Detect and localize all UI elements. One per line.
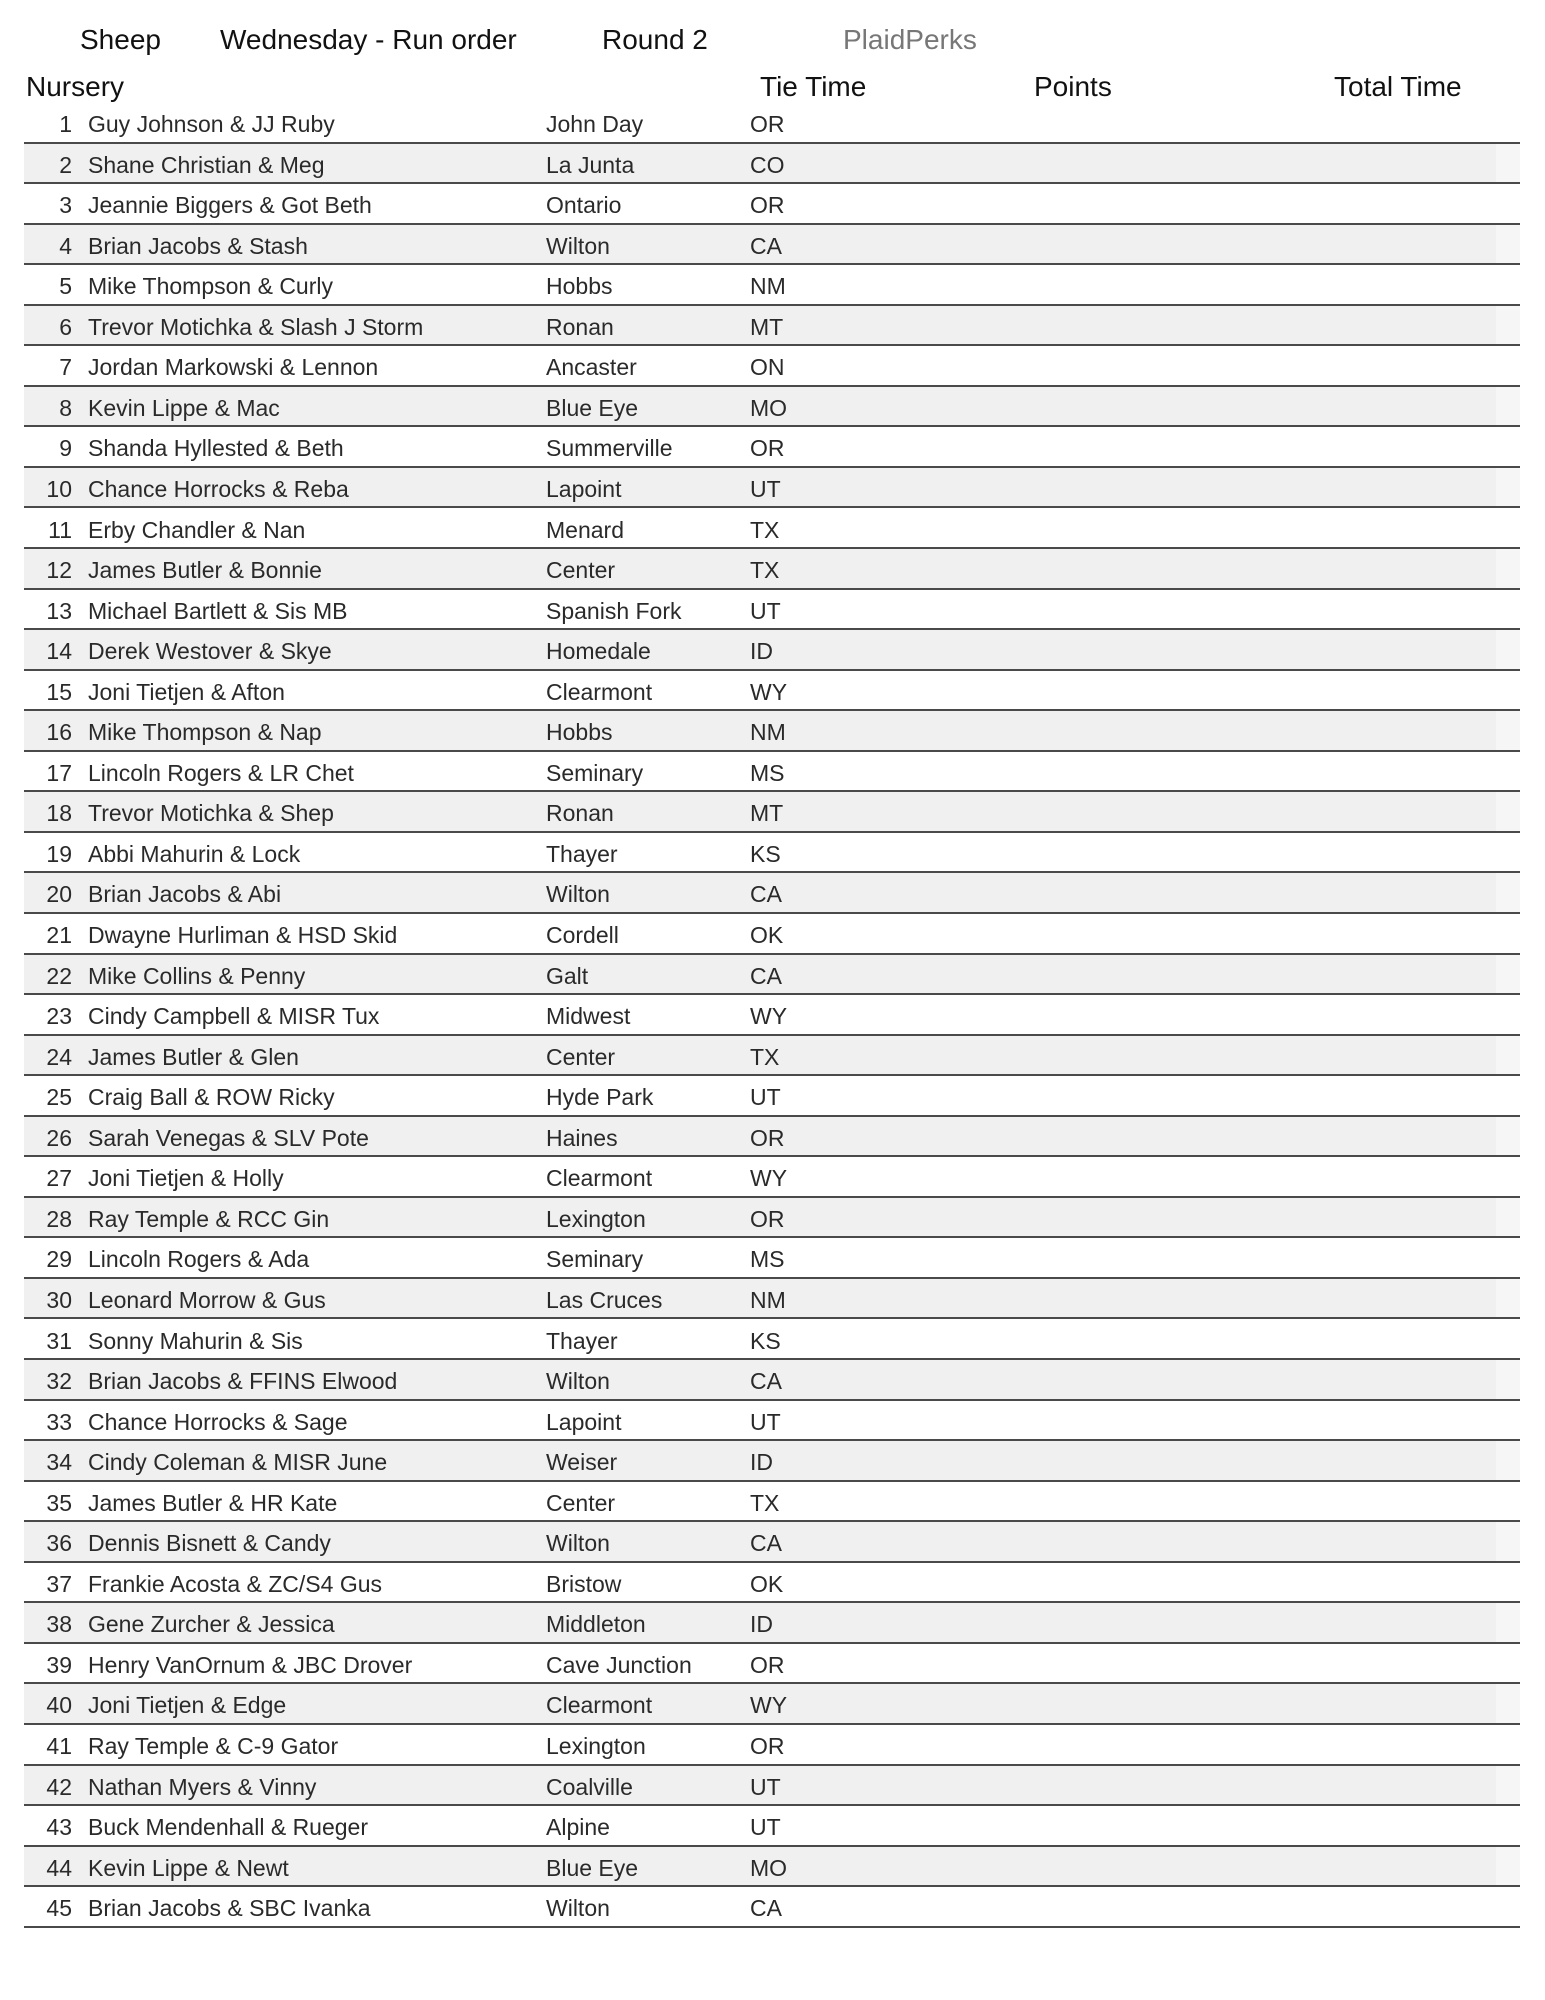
handler-dog-name: Dwayne Hurliman & HSD Skid: [88, 922, 398, 948]
handler-dog-name: Jeannie Biggers & Got Beth: [88, 192, 372, 219]
table-row: [24, 752, 1520, 793]
handler-dog-name: Lincoln Rogers & Ada: [88, 1246, 310, 1273]
handler-dog-name: James Butler & Glen: [88, 1043, 299, 1070]
entry-number: 40: [46, 1692, 72, 1719]
table-row: [24, 1117, 1520, 1158]
state-code: CA: [750, 1530, 782, 1557]
table-row: [24, 1603, 1520, 1644]
points-heading: Points: [1034, 71, 1112, 102]
city-name: Wilton: [546, 1368, 610, 1395]
city-name: Clearmont: [546, 1692, 653, 1719]
entry-number: 36: [46, 1530, 72, 1557]
table-row: [24, 873, 1520, 914]
state-code: ID: [750, 1611, 773, 1638]
city-name: Wilton: [546, 881, 610, 908]
handler-dog-name: Gene Zurcher & Jessica: [88, 1611, 335, 1638]
city-name: Weiser: [546, 1449, 618, 1476]
handler-dog-name: Brian Jacobs & Stash: [88, 232, 308, 259]
table-row: [24, 995, 1520, 1036]
state-code: NM: [750, 719, 786, 746]
entry-number: 39: [46, 1651, 72, 1678]
handler-dog-name: Kevin Lippe & Mac: [88, 394, 280, 421]
handler-dog-name: Chance Horrocks & Reba: [88, 475, 349, 502]
state-code: TX: [750, 1489, 780, 1516]
entry-number: 21: [46, 922, 72, 948]
table-row: [24, 1279, 1520, 1320]
state-code: OK: [750, 922, 784, 948]
table-row: [24, 144, 1520, 185]
city-name: Cordell: [546, 922, 619, 948]
handler-dog-name: Cindy Coleman & MISR June: [88, 1449, 388, 1476]
entry-number: 43: [46, 1814, 72, 1841]
table-row: [24, 103, 1520, 144]
handler-dog-name: Jordan Markowski & Lennon: [88, 354, 379, 381]
city-name: Center: [546, 1489, 616, 1516]
state-code: UT: [750, 475, 781, 502]
state-code: CA: [750, 1368, 782, 1395]
entry-number: 28: [46, 1205, 72, 1232]
entry-number: 24: [46, 1043, 72, 1070]
city-name: Wilton: [546, 1530, 610, 1557]
state-code: OK: [750, 1570, 784, 1597]
table-row: [24, 955, 1520, 996]
handler-dog-name: Shane Christian & Meg: [88, 151, 325, 178]
state-code: OR: [750, 1205, 785, 1232]
handler-dog-name: Guy Johnson & JJ Ruby: [88, 111, 335, 137]
city-name: Middleton: [546, 1611, 646, 1638]
state-code: OR: [750, 1733, 785, 1759]
round-title: Round 2: [602, 24, 708, 55]
handler-dog-name: Henry VanOrnum & JBC Drover: [88, 1651, 413, 1678]
state-code: UT: [750, 1408, 781, 1435]
state-code: OR: [750, 1651, 785, 1678]
state-code: ID: [750, 638, 773, 665]
city-name: Clearmont: [546, 678, 653, 705]
entry-number: 1: [59, 111, 72, 137]
table-row: [24, 671, 1520, 712]
state-code: MS: [750, 1246, 785, 1273]
handler-dog-name: Erby Chandler & Nan: [88, 516, 306, 543]
entry-number: 31: [46, 1327, 72, 1354]
handler-dog-name: Brian Jacobs & FFINS Elwood: [88, 1368, 398, 1395]
state-code: CA: [750, 962, 782, 989]
handler-dog-name: Trevor Motichka & Slash J Storm: [88, 313, 424, 340]
handler-dog-name: Leonard Morrow & Gus: [88, 1286, 326, 1313]
total-time-heading: Total Time: [1334, 71, 1462, 102]
table-row: [24, 1806, 1520, 1847]
table-row: [24, 265, 1520, 306]
entry-number: 20: [46, 881, 72, 908]
city-name: Coalville: [546, 1773, 633, 1800]
state-code: UT: [750, 1773, 781, 1800]
state-code: WY: [750, 1003, 788, 1030]
handler-dog-name: Sarah Venegas & SLV Pote: [88, 1124, 369, 1151]
city-name: Thayer: [546, 1327, 618, 1354]
city-name: Clearmont: [546, 1165, 653, 1192]
state-code: WY: [750, 1692, 788, 1719]
handler-dog-name: Dennis Bisnett & Candy: [88, 1530, 331, 1557]
city-name: Hobbs: [546, 719, 613, 746]
handler-dog-name: Shanda Hyllested & Beth: [88, 435, 344, 462]
table-row: [24, 914, 1520, 955]
city-name: Haines: [546, 1124, 618, 1151]
table-row: [24, 549, 1520, 590]
state-code: NM: [750, 1286, 786, 1313]
handler-dog-name: Brian Jacobs & Abi: [88, 881, 282, 908]
entry-number: 19: [46, 840, 72, 867]
table-row: [24, 1238, 1520, 1279]
handler-dog-name: Craig Ball & ROW Ricky: [88, 1084, 335, 1111]
state-code: OR: [750, 1124, 785, 1151]
table-row: [24, 833, 1520, 874]
city-name: La Junta: [546, 151, 635, 178]
table-row: [24, 1725, 1520, 1766]
state-code: KS: [750, 840, 781, 867]
table-row: [24, 184, 1520, 225]
state-code: ON: [750, 354, 785, 381]
table-row: [24, 1401, 1520, 1442]
handler-dog-name: Derek Westover & Skye: [88, 638, 332, 665]
entry-number: 16: [46, 719, 72, 746]
entry-number: 33: [46, 1408, 72, 1435]
state-code: MO: [750, 1854, 788, 1881]
table-row: [24, 468, 1520, 509]
entry-number: 12: [46, 557, 72, 584]
city-name: Summerville: [546, 435, 673, 462]
entry-number: 45: [46, 1895, 72, 1922]
entry-number: 4: [59, 232, 72, 259]
state-code: NM: [750, 273, 786, 300]
handler-dog-name: James Butler & HR Kate: [88, 1489, 338, 1516]
handler-dog-name: Michael Bartlett & Sis MB: [88, 597, 348, 624]
entry-number: 10: [46, 475, 72, 502]
state-code: MT: [750, 313, 784, 340]
city-name: Blue Eye: [546, 394, 639, 421]
city-name: Cave Junction: [546, 1651, 692, 1678]
handler-dog-name: Lincoln Rogers & LR Chet: [88, 759, 354, 786]
handler-dog-name: Joni Tietjen & Holly: [88, 1165, 284, 1192]
city-name: Hobbs: [546, 273, 613, 300]
entry-number: 42: [46, 1773, 72, 1800]
city-name: Bristow: [546, 1570, 622, 1597]
handler-dog-name: Ray Temple & C-9 Gator: [88, 1733, 339, 1759]
city-name: Ancaster: [546, 354, 637, 381]
handler-dog-name: Frankie Acosta & ZC/S4 Gus: [88, 1570, 383, 1597]
city-name: Seminary: [546, 759, 644, 786]
table-row: [24, 1644, 1520, 1685]
table-row: [24, 711, 1520, 752]
state-code: ID: [750, 1449, 773, 1476]
entry-number: 2: [59, 151, 72, 178]
entry-number: 41: [46, 1733, 72, 1759]
handler-dog-name: Buck Mendenhall & Rueger: [88, 1814, 368, 1841]
table-row: [24, 1847, 1520, 1888]
state-code: KS: [750, 1327, 781, 1354]
handler-dog-name: Nathan Myers & Vinny: [88, 1773, 317, 1800]
entry-number: 29: [46, 1246, 72, 1273]
day-run-order-title: Wednesday - Run order: [220, 24, 517, 55]
table-row: [24, 225, 1520, 266]
class-heading: Nursery: [26, 71, 125, 102]
entry-number: 30: [46, 1286, 72, 1313]
table-row: [24, 590, 1520, 631]
table-row: [24, 1198, 1520, 1239]
state-code: OR: [750, 192, 785, 219]
state-code: OR: [750, 435, 785, 462]
handler-dog-name: Chance Horrocks & Sage: [88, 1408, 348, 1435]
table-row: [24, 427, 1520, 468]
table-row: [24, 1522, 1520, 1563]
handler-dog-name: Joni Tietjen & Edge: [88, 1692, 287, 1719]
city-name: Center: [546, 1043, 616, 1070]
handler-dog-name: Ray Temple & RCC Gin: [88, 1205, 330, 1232]
city-name: Spanish Fork: [546, 597, 682, 624]
city-name: Seminary: [546, 1246, 644, 1273]
city-name: Center: [546, 557, 616, 584]
city-name: Alpine: [546, 1814, 610, 1841]
state-code: CO: [750, 151, 785, 178]
entry-number: 5: [59, 273, 72, 300]
city-name: Wilton: [546, 1895, 610, 1922]
state-code: UT: [750, 1084, 781, 1111]
city-name: Galt: [546, 962, 589, 989]
city-name: Blue Eye: [546, 1854, 639, 1881]
entry-number: 34: [46, 1449, 72, 1476]
handler-dog-name: Trevor Motichka & Shep: [88, 800, 334, 827]
table-row: [24, 509, 1520, 550]
city-name: Lapoint: [546, 475, 622, 502]
state-code: TX: [750, 557, 780, 584]
entry-number: 44: [46, 1854, 72, 1881]
city-name: Wilton: [546, 232, 610, 259]
handler-dog-name: Joni Tietjen & Afton: [88, 678, 285, 705]
state-code: WY: [750, 678, 788, 705]
handler-dog-name: Sonny Mahurin & Sis: [88, 1327, 303, 1354]
table-row: [24, 1766, 1520, 1807]
tie-time-heading: Tie Time: [760, 71, 867, 102]
state-code: TX: [750, 1043, 780, 1070]
city-name: Ontario: [546, 192, 622, 219]
city-name: Ronan: [546, 313, 614, 340]
entry-number: 8: [59, 394, 72, 421]
handler-dog-name: Mike Thompson & Nap: [88, 719, 322, 746]
entry-number: 14: [46, 638, 72, 665]
entry-number: 17: [46, 759, 72, 786]
state-code: OR: [750, 111, 785, 137]
table-row: [24, 1482, 1520, 1523]
state-code: CA: [750, 881, 782, 908]
handler-dog-name: Abbi Mahurin & Lock: [88, 840, 301, 867]
entry-number: 3: [59, 192, 72, 219]
sport-title: Sheep: [80, 24, 161, 55]
table-row: [24, 1441, 1520, 1482]
entry-number: 35: [46, 1489, 72, 1516]
table-row: [24, 630, 1520, 671]
table-row: [24, 1887, 1520, 1928]
city-name: John Day: [546, 111, 644, 137]
entry-number: 22: [46, 962, 72, 989]
table-row: [24, 1036, 1520, 1077]
city-name: Hyde Park: [546, 1084, 654, 1111]
state-code: MO: [750, 394, 788, 421]
entry-number: 25: [46, 1084, 72, 1111]
handler-dog-name: Brian Jacobs & SBC Ivanka: [88, 1895, 371, 1922]
table-row: [24, 1684, 1520, 1725]
state-code: CA: [750, 1895, 782, 1922]
table-row: [24, 1563, 1520, 1604]
handler-dog-name: Mike Collins & Penny: [88, 962, 306, 989]
city-name: Midwest: [546, 1003, 631, 1030]
entry-number: 26: [46, 1124, 72, 1151]
entry-number: 27: [46, 1165, 72, 1192]
table-row: [24, 792, 1520, 833]
handler-dog-name: Kevin Lippe & Newt: [88, 1854, 289, 1881]
table-row: [24, 1320, 1520, 1361]
state-code: UT: [750, 597, 781, 624]
entry-number: 23: [46, 1003, 72, 1030]
entry-number: 9: [59, 435, 72, 462]
city-name: Menard: [546, 516, 624, 543]
state-code: WY: [750, 1165, 788, 1192]
entry-number: 7: [59, 354, 72, 381]
entry-number: 13: [46, 597, 72, 624]
city-name: Lexington: [546, 1205, 646, 1232]
city-name: Ronan: [546, 800, 614, 827]
table-row: [24, 306, 1520, 347]
state-code: CA: [750, 232, 782, 259]
city-name: Homedale: [546, 638, 651, 665]
city-name: Lapoint: [546, 1408, 622, 1435]
table-row: [24, 1076, 1520, 1117]
state-code: MT: [750, 800, 784, 827]
state-code: TX: [750, 516, 780, 543]
entry-number: 11: [48, 516, 72, 543]
entry-number: 37: [46, 1570, 72, 1597]
brand-watermark: PlaidPerks: [843, 24, 977, 55]
handler-dog-name: Cindy Campbell & MISR Tux: [88, 1003, 380, 1030]
city-name: Lexington: [546, 1733, 646, 1759]
entry-number: 15: [46, 678, 72, 705]
handler-dog-name: Mike Thompson & Curly: [88, 273, 333, 300]
entry-number: 32: [46, 1368, 72, 1395]
table-row: [24, 1360, 1520, 1401]
table-row: [24, 387, 1520, 428]
state-code: MS: [750, 759, 785, 786]
table-row: [24, 1157, 1520, 1198]
entry-number: 18: [46, 800, 72, 827]
entry-number: 6: [59, 313, 72, 340]
city-name: Thayer: [546, 840, 618, 867]
table-row: [24, 346, 1520, 387]
state-code: UT: [750, 1814, 781, 1841]
handler-dog-name: James Butler & Bonnie: [88, 557, 322, 584]
city-name: Las Cruces: [546, 1286, 663, 1313]
entry-number: 38: [46, 1611, 72, 1638]
